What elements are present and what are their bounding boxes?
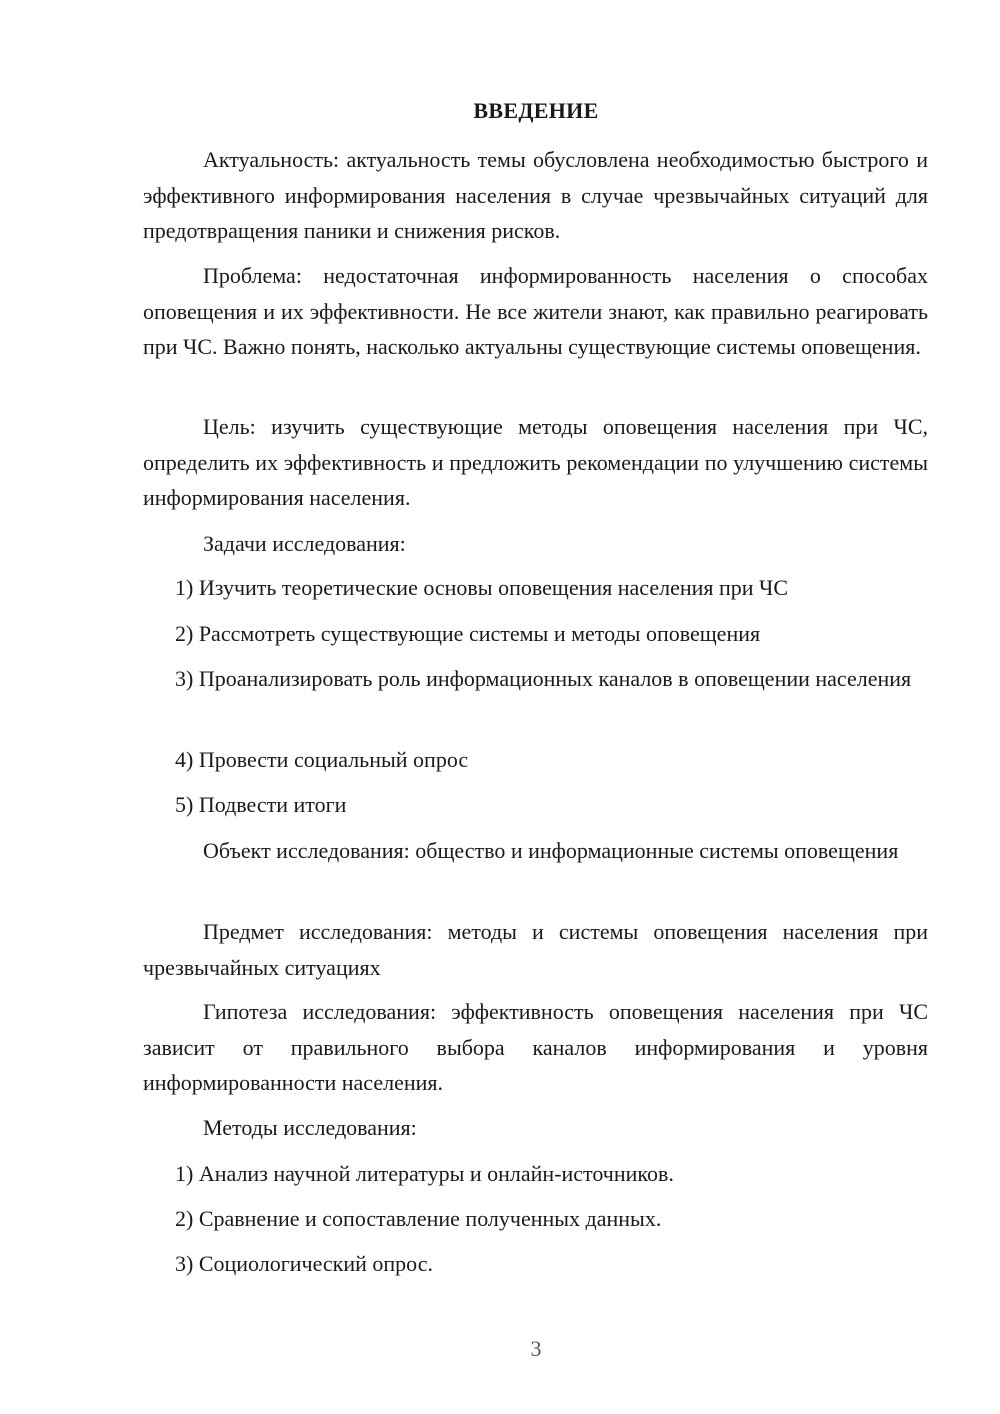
hypothesis-paragraph: Гипотеза исследования: эффективность оповещения населения при ЧС зависит от правильного выбора каналов информирования и уровня информированности населения. bbox=[143, 999, 928, 1095]
tasks-heading: Задачи исследования: bbox=[203, 531, 406, 556]
problem-paragraph: Проблема: недостаточная информированность населения о способах оповещения и их эффективности. Не все жители знают, как правильно реагировать при ЧС. Важно понять, насколько актуальны существующие системы оповещения. bbox=[143, 263, 928, 359]
task-item: 1) Изучить теоретические основы оповещения населения при ЧС bbox=[175, 575, 789, 600]
method-item: 1) Анализ научной литературы и онлайн-источников. bbox=[175, 1161, 674, 1186]
method-item: 2) Сравнение и сопоставление полученных данных. bbox=[175, 1206, 662, 1231]
task-item: 2) Рассмотреть существующие системы и методы оповещения bbox=[175, 621, 761, 646]
methods-heading: Методы исследования: bbox=[203, 1115, 417, 1140]
goal-paragraph: Цель: изучить существующие методы оповещения населения при ЧС, определить их эффективность и предложить рекомендации по улучшению системы информирования населения. bbox=[143, 414, 928, 510]
object-paragraph: Объект исследования: общество и информационные системы оповещения bbox=[203, 838, 899, 863]
method-item: 3) Социологический опрос. bbox=[175, 1251, 433, 1276]
task-item: 4) Провести социальный опрос bbox=[175, 747, 469, 772]
subject-paragraph: Предмет исследования: методы и системы оповещения населения при чрезвычайных ситуациях bbox=[143, 919, 928, 980]
section-heading: ВВЕДЕНИЕ bbox=[473, 98, 599, 123]
relevance-paragraph: Актуальность: актуальность темы обусловлена необходимостью быстрого и эффективного информирования населения в случае чрезвычайных ситуаций для предотвращения паники и снижения рисков. bbox=[143, 147, 928, 243]
task-item: 5) Подвести итоги bbox=[175, 792, 347, 817]
task-item: 3) Проанализировать роль информационных каналов в оповещении населения bbox=[175, 666, 912, 691]
page-number: 3 bbox=[530, 1336, 542, 1361]
